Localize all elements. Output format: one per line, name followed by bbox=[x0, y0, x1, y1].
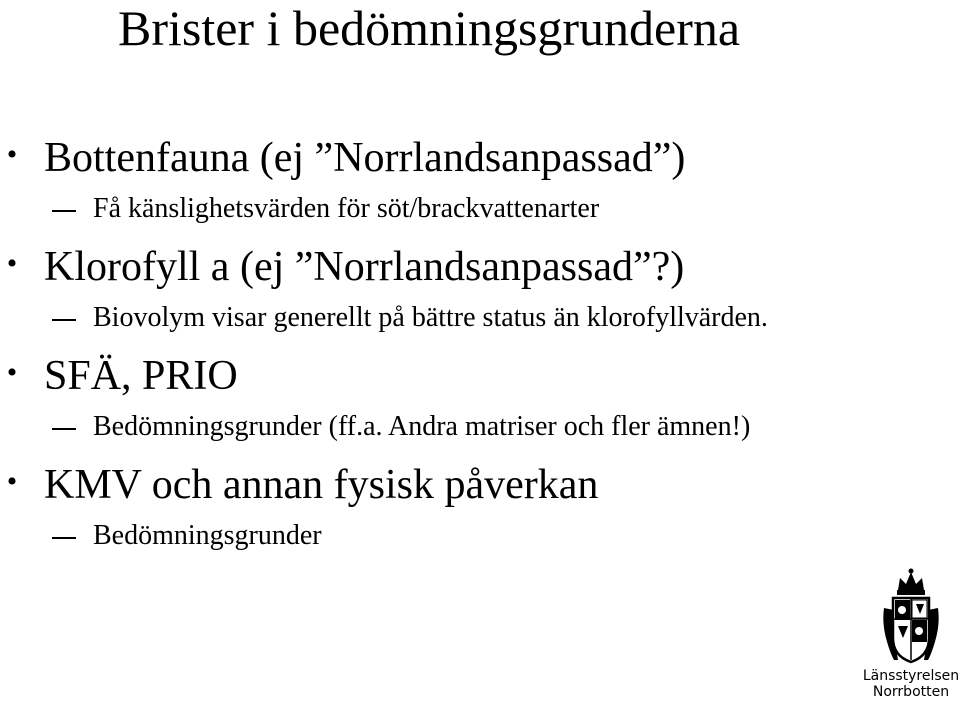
dash-marker bbox=[52, 428, 76, 430]
dash-marker bbox=[52, 319, 76, 321]
bullet-marker: • bbox=[6, 138, 18, 171]
bullet-marker: • bbox=[6, 356, 18, 389]
logo-text-line1: Länsstyrelsen bbox=[862, 668, 960, 684]
lansstyrelsen-logo bbox=[862, 568, 960, 704]
bullet-text: Bottenfauna (ej ”Norrlandsanpassad”) bbox=[44, 135, 686, 181]
coat-of-arms-icon bbox=[880, 568, 942, 666]
bullet-text: KMV och annan fysisk påverkan bbox=[44, 462, 599, 508]
bullet-marker: • bbox=[6, 247, 18, 280]
bullet-text: SFÄ, PRIO bbox=[44, 353, 238, 399]
dash-marker bbox=[52, 210, 76, 212]
sub-bullet-text: Bedömningsgrunder bbox=[93, 520, 322, 551]
sub-bullet-text: Biovolym visar generellt på bättre status än klorofyllvärden. bbox=[93, 302, 768, 333]
sub-bullet-text: Bedömningsgrunder (ff.a. Andra matriser och fler ämnen!) bbox=[93, 411, 751, 442]
logo-text-line2: Norrbotten bbox=[872, 684, 950, 700]
sub-bullet-text: Få känslighetsvärden för söt/brackvattenarter bbox=[93, 193, 600, 224]
slide-title: Brister i bedömningsgrunderna bbox=[118, 0, 741, 56]
bullet-marker: • bbox=[6, 465, 18, 498]
dash-marker bbox=[52, 537, 76, 539]
bullet-text: Klorofyll a (ej ”Norrlandsanpassad”?) bbox=[44, 244, 685, 290]
